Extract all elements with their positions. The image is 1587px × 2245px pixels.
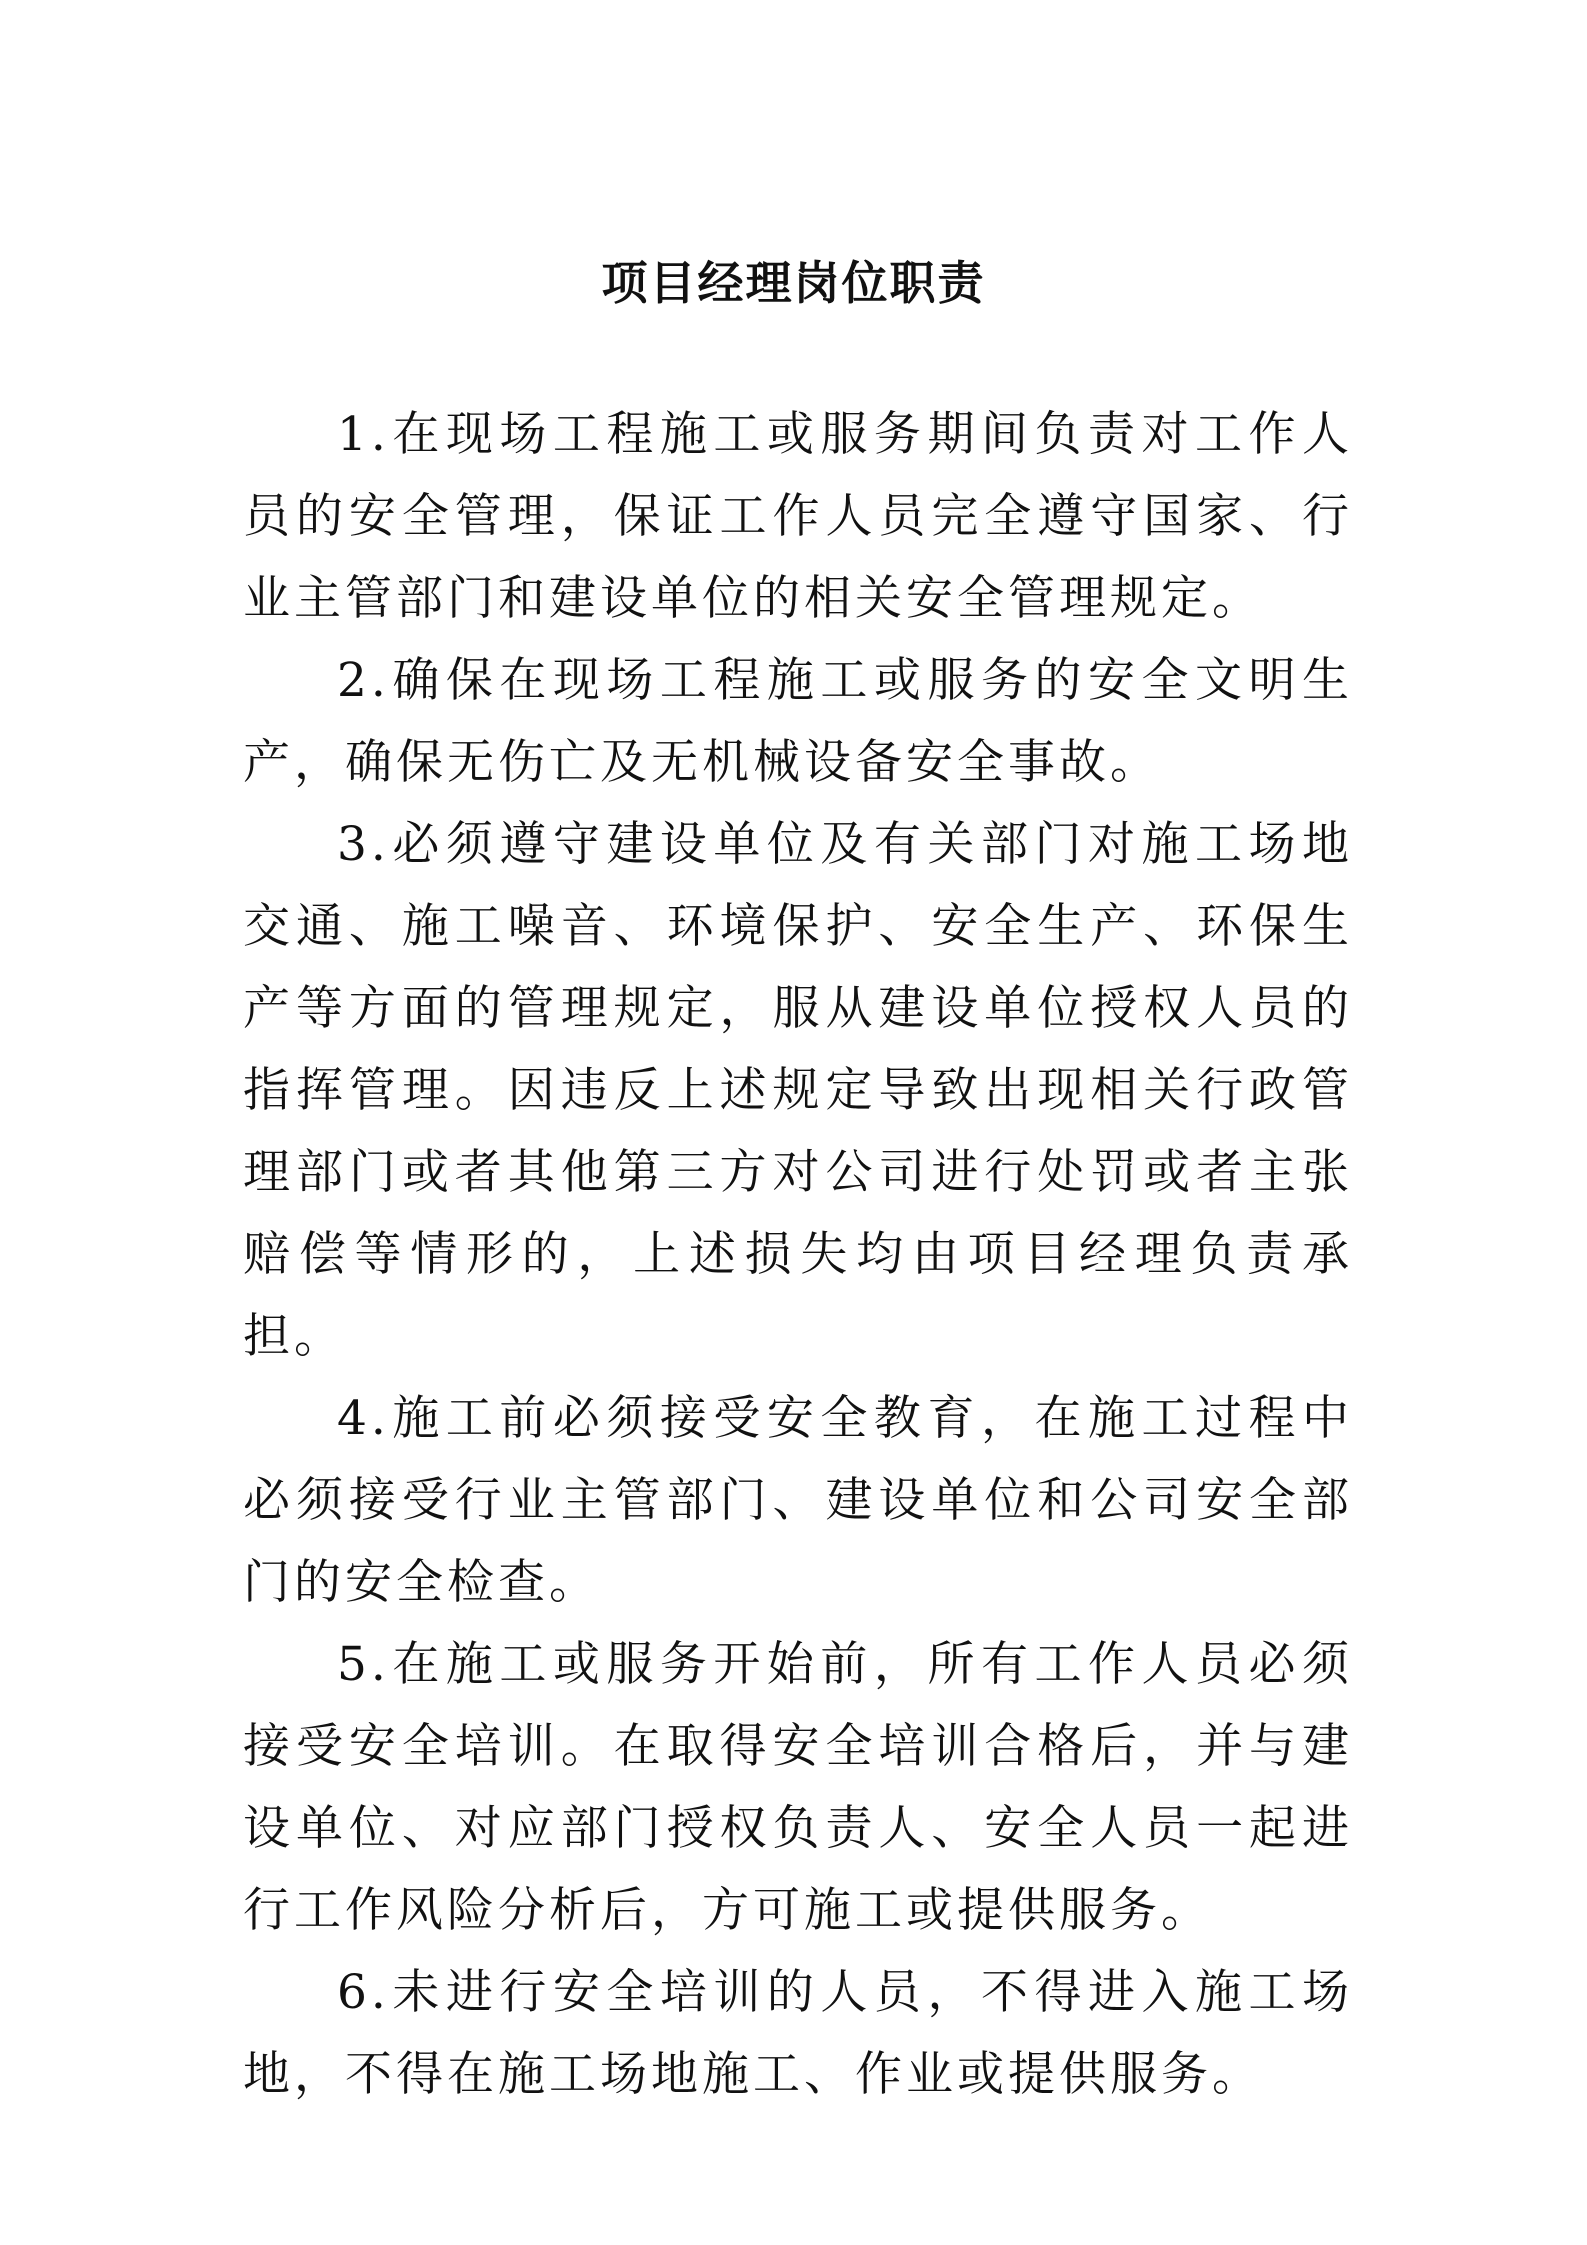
paragraph-4: 4.施工前必须接受安全教育，在施工过程中必须接受行业主管部门、建设单位和公司安全部门的安全检查。: [243, 1391, 1353, 1610]
paragraph-2: 2.确保在现场工程施工或服务的安全文明生产，确保无伤亡及无机械设备安全事故。: [243, 653, 1353, 790]
paragraph-5: 5.在施工或服务开始前，所有工作人员必须接受安全培训。在取得安全培训合格后，并与建设单位、对应部门授权负责人、安全人员一起进行工作风险分析后，方可施工或提供服务。: [243, 1637, 1353, 1938]
paragraph-6: 6.未进行安全培训的人员，不得进入施工场地，不得在施工场地施工、作业或提供服务。: [243, 1965, 1353, 2102]
document-title: 项目经理岗位职责: [601, 256, 986, 310]
paragraph-3: 3.必须遵守建设单位及有关部门对施工场地交通、施工噪音、环境保护、安全生产、环保生产等方面的管理规定，服从建设单位授权人员的指挥管理。因违反上述规定导致出现相关行政管理部门或者其他第三方对公司进行处罚或者主张赔偿等情形的，上述损失均由项目经理负责承担。: [243, 817, 1353, 1364]
paragraph-1: 1.在现场工程施工或服务期间负责对工作人员的安全管理，保证工作人员完全遵守国家、行业主管部门和建设单位的相关安全管理规定。: [243, 407, 1353, 626]
document-body: [243, 394, 1353, 2116]
